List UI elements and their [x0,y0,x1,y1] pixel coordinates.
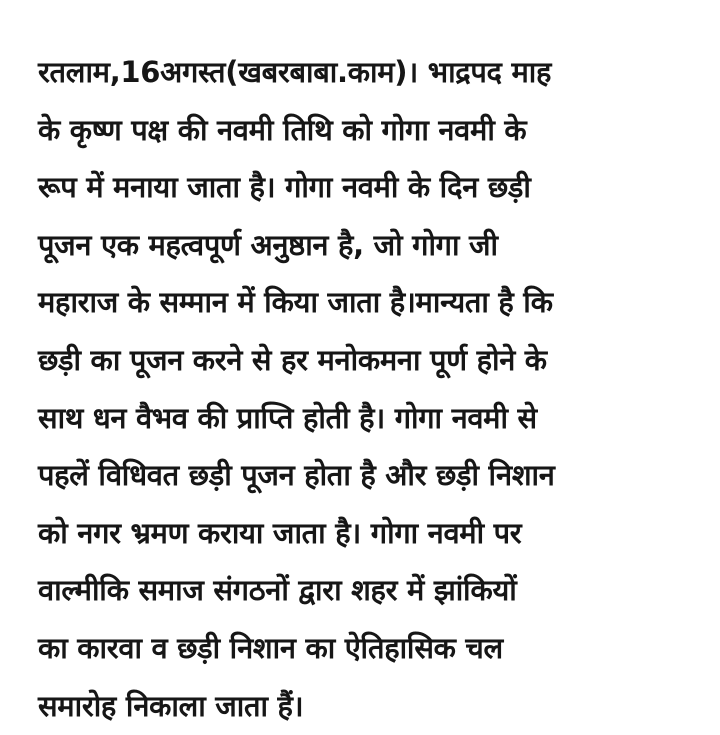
article-line-3: रूप में मनाया जाता है। गोगा नवमी के दिन छड़ी [38,170,531,205]
article-line-7: साथ धन वैभव की प्राप्ति होती है। गोगा नवमी से [38,400,537,435]
article-line-10: वाल्मीकि समाज संगठनों द्वारा शहर में झांकियों [38,573,517,608]
article-line-9: को नगर भ्रमण कराया जाता है। गोगा नवमी पर [38,515,522,550]
article-line-11: का कारवा व छड़ी निशान का ऐतिहासिक चल [38,630,503,665]
article-body [38,44,698,735]
article-line-1: रतलाम,16अगस्त(खबरबाबा.काम)। भाद्रपद माह [38,55,552,89]
article-line-8: पहलें विधिवत छड़ी पूजन होता है और छड़ी निशान [38,458,555,493]
article-line-12: समारोह निकाला जाता हैं। [38,688,304,723]
article-line-4: पूजन एक महत्वपूर्ण अनुष्ठान है, जो गोगा जी [38,227,498,262]
article-line-2: के कृष्ण पक्ष की नवमी तिथि को गोगा नवमी के [38,112,527,147]
article-line-6: छड़ी का पूजन करने से हर मनोकमना पूर्ण होने के [38,342,547,377]
article-line-5: महाराज के सम्मान में किया जाता है।मान्यता है कि [38,285,553,320]
